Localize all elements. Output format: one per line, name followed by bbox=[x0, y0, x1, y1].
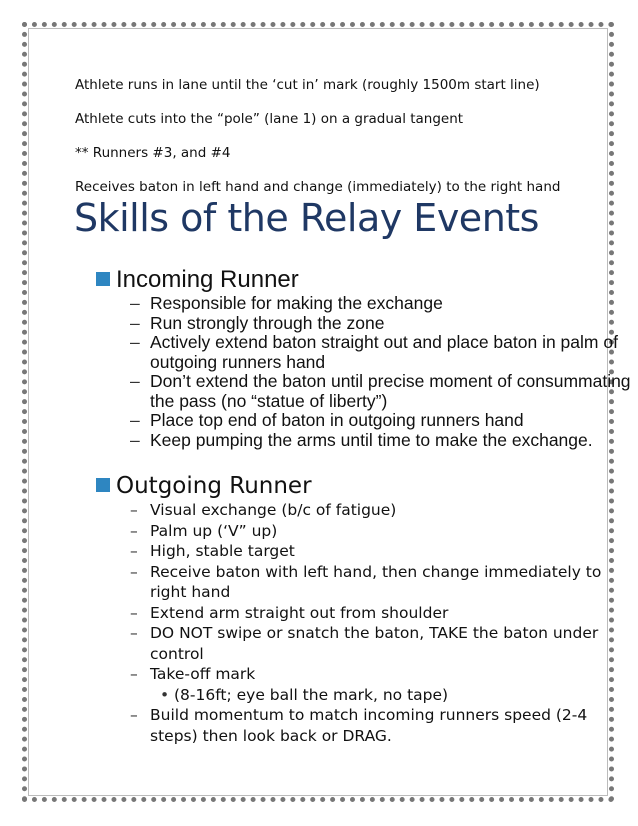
intro-line: Athlete cuts into the “pole” (lane 1) on a gradual tangent bbox=[75, 111, 464, 127]
square-bullet-icon bbox=[96, 272, 110, 286]
intro-block bbox=[75, 76, 575, 212]
list-item: – Visual exchange (b/c of fatigue) bbox=[96, 500, 638, 521]
list-item: – Keep pumping the arms until time to make the exchange. bbox=[96, 431, 638, 451]
intro-line: ** Runners #3, and #4 bbox=[75, 145, 231, 161]
sub-list-item: • (8-16ft; eye ball the mark, no tape) bbox=[96, 685, 638, 706]
list-item: – Run strongly through the zone bbox=[96, 314, 638, 334]
outgoing-runner-list-end bbox=[96, 705, 638, 746]
incoming-runner-section bbox=[96, 266, 638, 450]
list-item: – Palm up (‘V” up) bbox=[96, 521, 638, 542]
intro-line: Receives baton in left hand and change (immediately) to the right hand bbox=[75, 179, 561, 195]
intro-line: Athlete runs in lane until the ‘cut in’ mark (roughly 1500m start line) bbox=[75, 77, 540, 93]
list-item: – Place top end of baton in outgoing runners hand bbox=[96, 411, 638, 431]
incoming-runner-heading: Incoming Runner bbox=[96, 266, 638, 294]
list-item: – Actively extend baton straight out and place baton in palm of outgoing runners hand bbox=[96, 333, 638, 372]
list-item: – Extend arm straight out from shoulder bbox=[96, 603, 638, 624]
list-item: – Take-off mark bbox=[96, 664, 638, 685]
outgoing-runner-section bbox=[96, 472, 638, 746]
list-item: – Don’t extend the baton until precise moment of consummating the pass (no “statue of liberty”) bbox=[96, 372, 638, 411]
square-bullet-icon bbox=[96, 478, 110, 492]
page-title: Skills of the Relay Events bbox=[74, 196, 539, 240]
incoming-runner-list bbox=[96, 294, 638, 450]
outgoing-runner-list bbox=[96, 500, 638, 685]
outgoing-runner-heading: Outgoing Runner bbox=[96, 472, 638, 500]
list-item: – Responsible for making the exchange bbox=[96, 294, 638, 314]
list-item: – High, stable target bbox=[96, 541, 638, 562]
list-item: – Receive baton with left hand, then change immediately to right hand bbox=[96, 562, 638, 603]
list-item: – DO NOT swipe or snatch the baton, TAKE the baton under control bbox=[96, 623, 638, 664]
takeoff-sublist bbox=[96, 685, 638, 706]
list-item: – Build momentum to match incoming runners speed (2-4 steps) then look back or DRAG. bbox=[96, 705, 638, 746]
